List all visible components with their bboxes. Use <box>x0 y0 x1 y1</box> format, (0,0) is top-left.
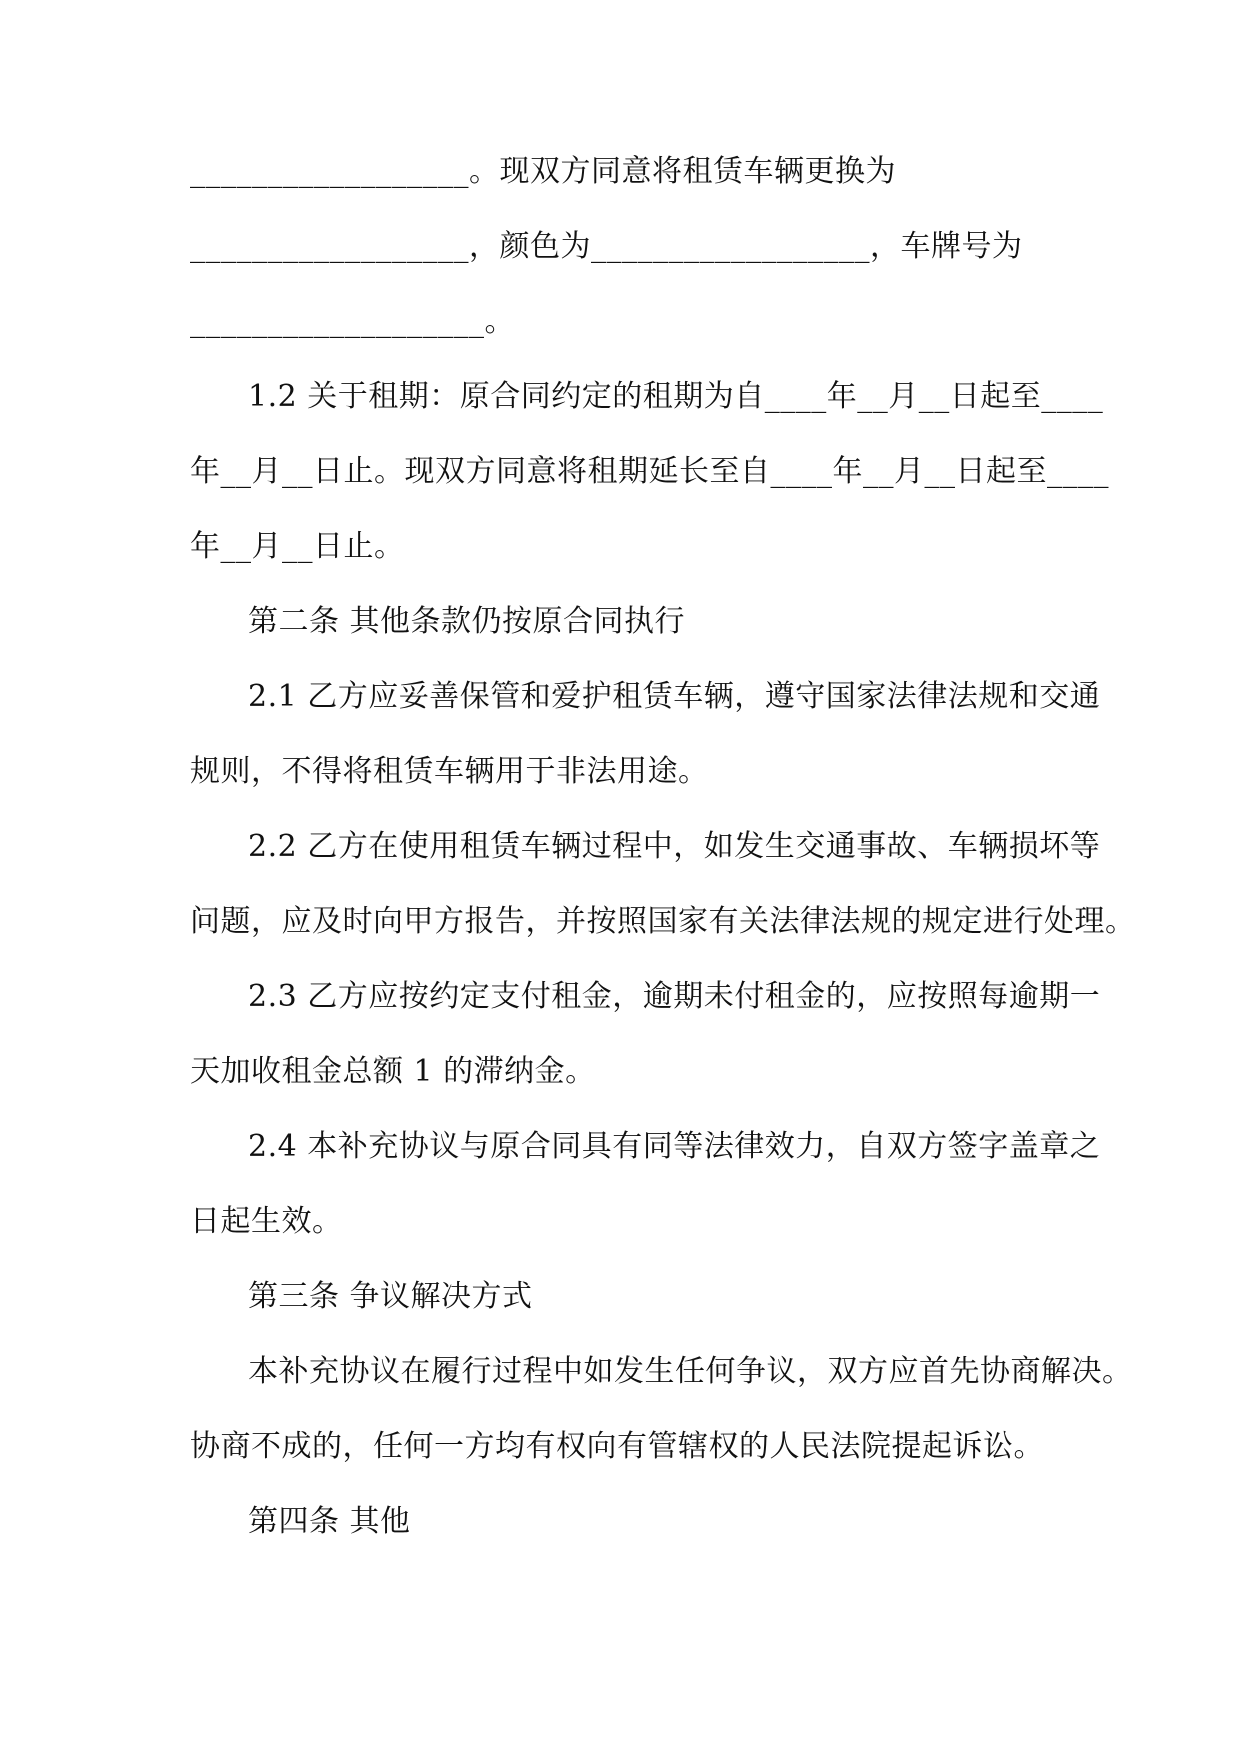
text-line: 日起生效。 <box>190 1204 343 1239</box>
text-line: __________________，颜色为__________________，车牌号为 <box>190 229 1023 264</box>
section-heading: 第三条 争议解决方式 <box>248 1279 533 1314</box>
text-line: 2.4 本补充协议与原合同具有同等法律效力，自双方签字盖章之 <box>248 1129 1101 1164</box>
text-line: 2.3 乙方应按约定支付租金，逾期未付租金的，应按照每逾期一 <box>248 979 1101 1014</box>
text-line: 本补充协议在履行过程中如发生任何争议，双方应首先协商解决。 <box>248 1354 1133 1389</box>
text-line: 1.2 关于租期：原合同约定的租期为自____年__月__日起至____ <box>248 379 1104 414</box>
section-heading: 第二条 其他条款仍按原合同执行 <box>248 604 686 639</box>
text-line: 2.2 乙方在使用租赁车辆过程中，如发生交通事故、车辆损坏等 <box>248 829 1101 864</box>
text-line: ___________________。 <box>190 304 515 339</box>
text-line: 年__月__日止。 <box>190 529 405 564</box>
text-line: 规则，不得将租赁车辆用于非法用途。 <box>190 754 709 789</box>
text-line: 问题，应及时向甲方报告，并按照国家有关法律法规的规定进行处理。 <box>190 904 1136 939</box>
text-line: 2.1 乙方应妥善保管和爱护租赁车辆，遵守国家法律法规和交通 <box>248 679 1101 714</box>
text-line: __________________。现双方同意将租赁车辆更换为 <box>190 154 896 189</box>
text-line: 天加收租金总额 1 的滞纳金。 <box>190 1054 596 1089</box>
section-heading: 第四条 其他 <box>248 1504 411 1539</box>
text-line: 年__月__日止。现双方同意将租期延长至自____年__月__日起至____ <box>190 454 1109 489</box>
text-line: 协商不成的，任何一方均有权向有管辖权的人民法院提起诉讼。 <box>190 1429 1044 1464</box>
